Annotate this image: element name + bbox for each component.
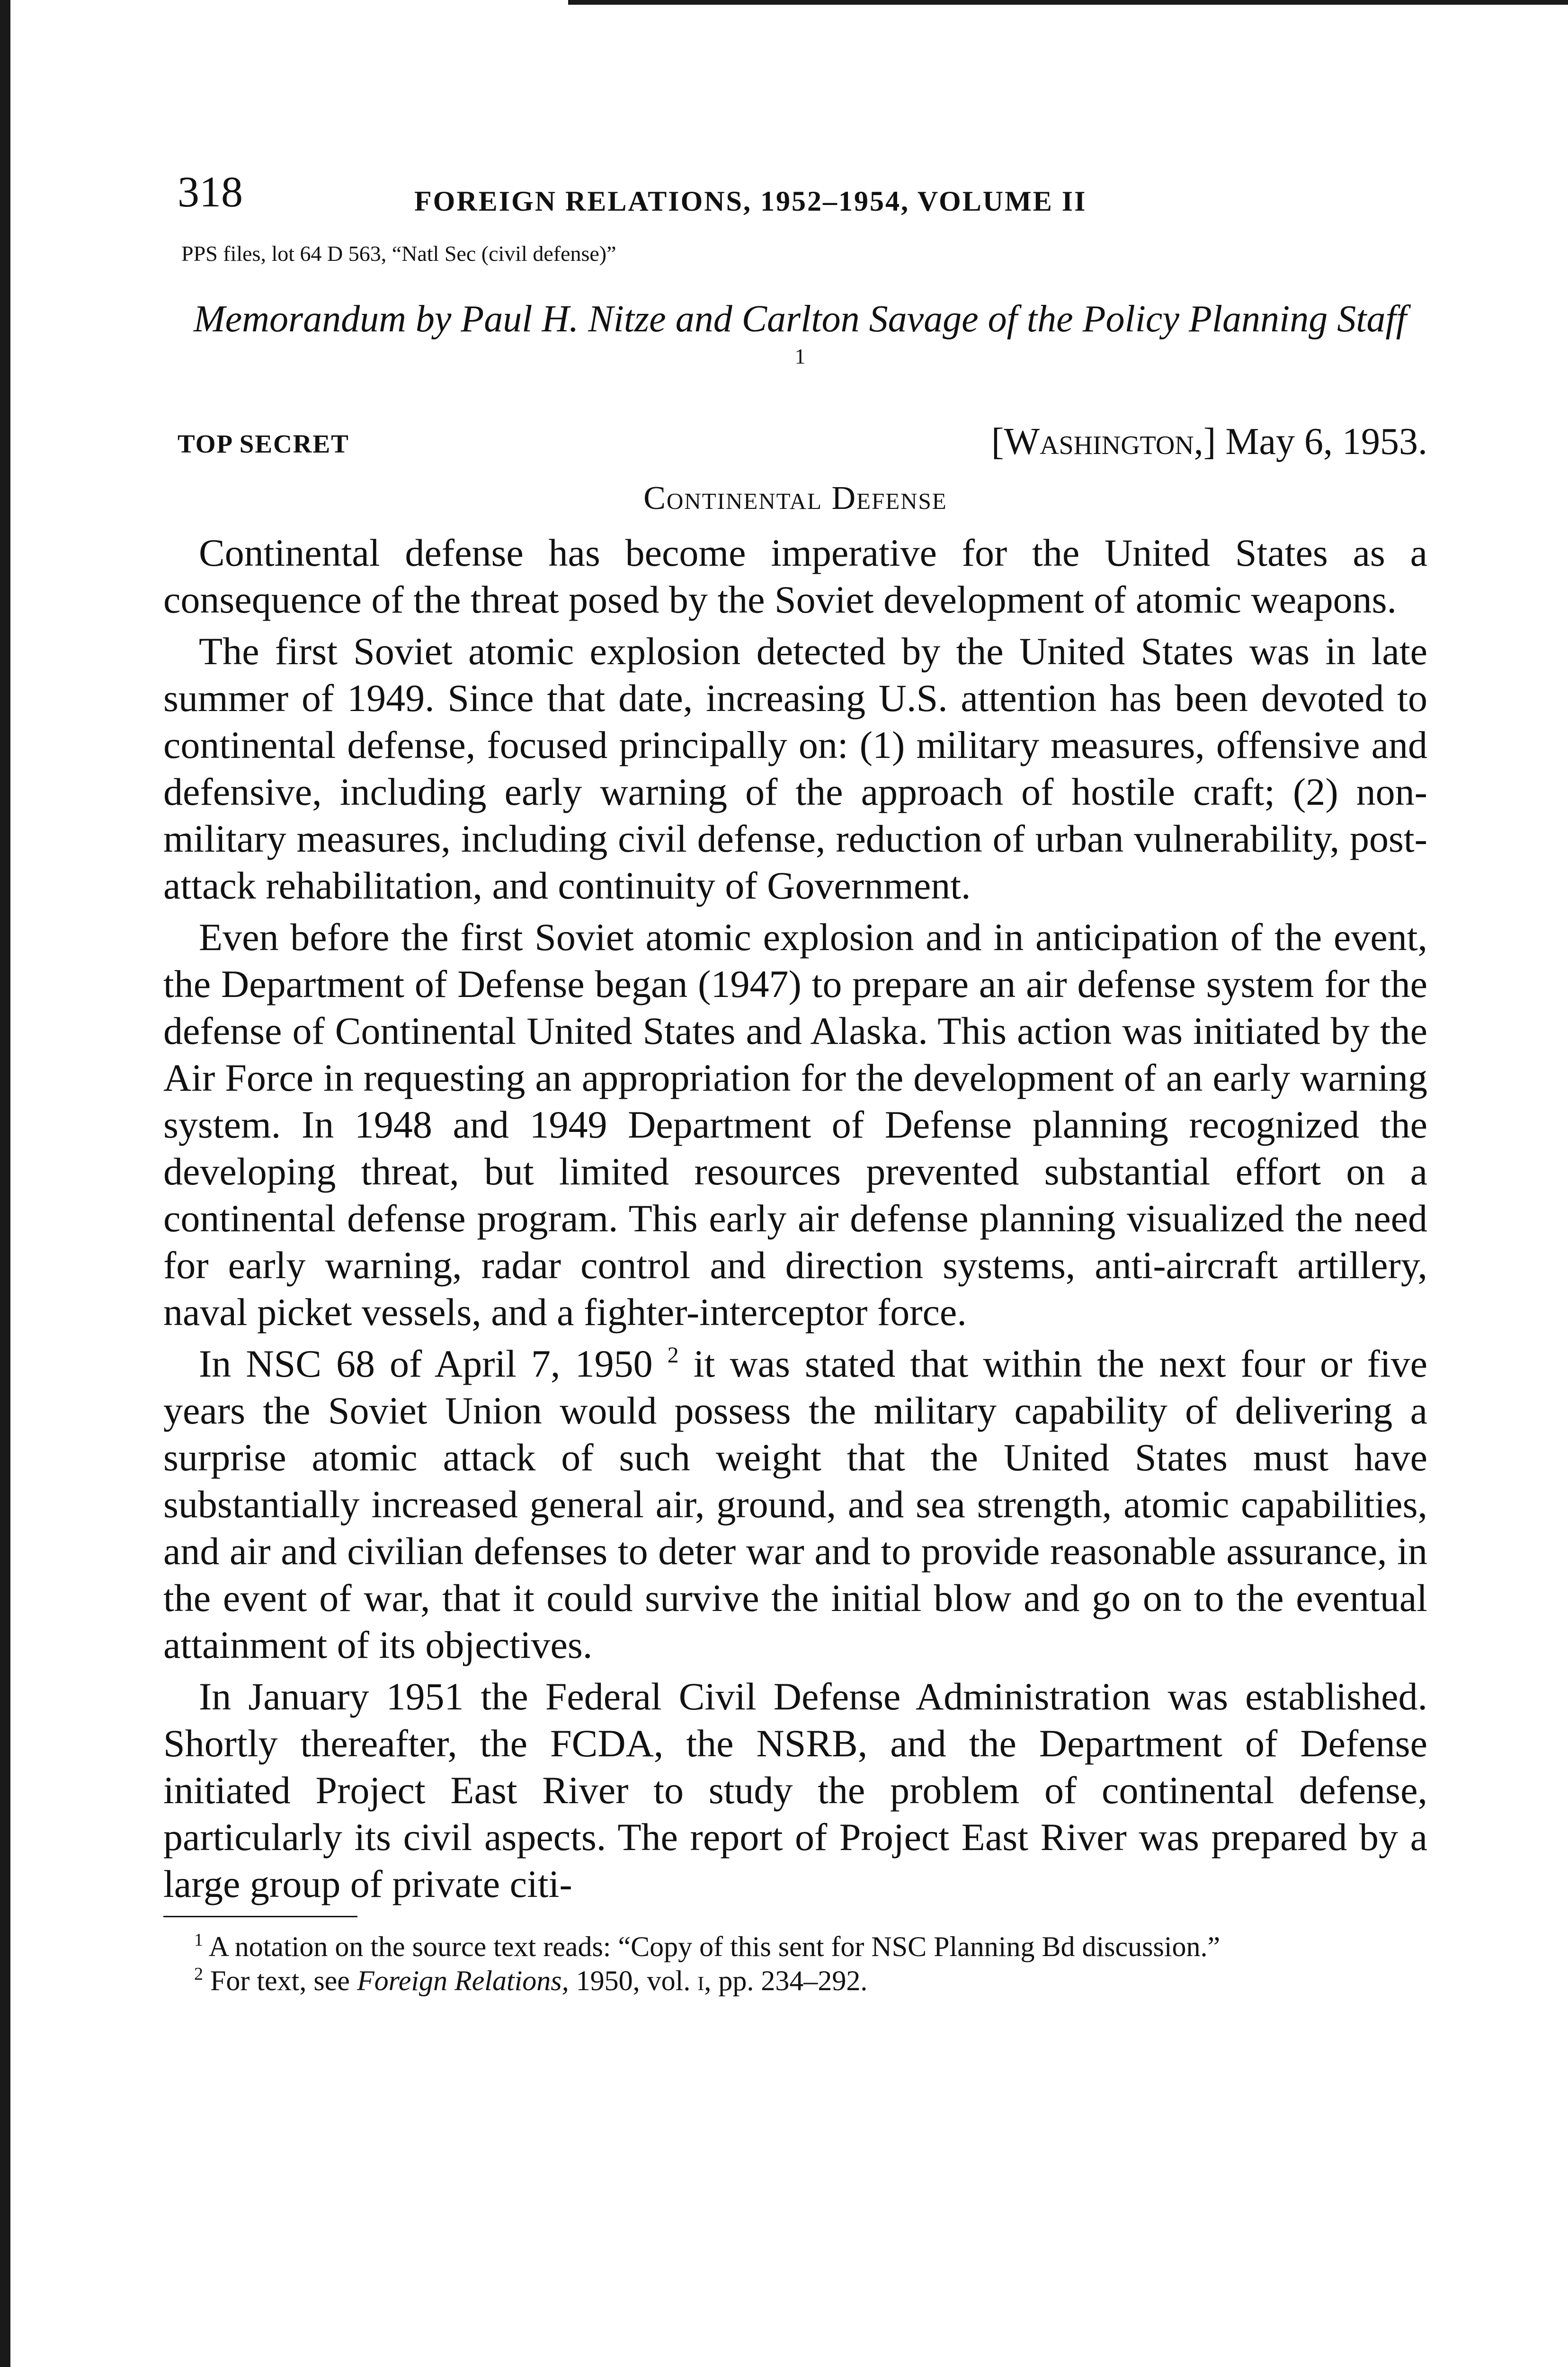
footnote-2-title: Foreign Relations, xyxy=(356,1965,569,1996)
place-close-bracket: ,] xyxy=(1194,421,1216,463)
place-date xyxy=(991,420,1427,463)
footnote-2 xyxy=(163,1964,1427,1998)
footnote-1 xyxy=(163,1930,1427,1964)
scan-left-edge xyxy=(0,0,10,2367)
scan-top-edge xyxy=(568,0,1568,5)
footnote-2-volume: i xyxy=(697,1965,704,1996)
paragraph-5: In January 1951 the Federal Civil Defense Administration was established. Shortly thereafter, the FCDA, the NSRB, and the Department of Defense initiated Project East River to study the problem of continental defense, particularly its civil aspects. The report of Project East River was prepared by a large group of private citi- xyxy=(163,1675,1427,1905)
footnote-1-marker: 1 xyxy=(194,1930,203,1950)
section-title: Continental Defense xyxy=(643,480,947,516)
document-title xyxy=(163,296,1427,387)
footnote-divider xyxy=(163,1916,357,1917)
paragraph-1: Continental defense has become imperative for the United States as a consequence of the threat posed by the Soviet development of atomic weapons. xyxy=(163,531,1427,621)
footnote-2-marker: 2 xyxy=(194,1964,203,1984)
footnotes xyxy=(163,1930,1427,1998)
document-meta xyxy=(163,420,1427,472)
place-open-bracket: [ xyxy=(991,421,1004,463)
paragraph-2: The first Soviet atomic explosion detected by the United States was in late summer of 1949. Since that date, increasing U.S. attention has been devoted to continental defense, focused principally on: (1) military measures, offensive and defensive, including early warning of the approach of hostile craft; (2) non-military measures, including civil defense, reduction of urban vulnerability, post-attack rehabilitation, and continuity of Government. xyxy=(163,630,1427,907)
body-text xyxy=(163,529,1427,1907)
paragraph-4-start: In NSC 68 of April 7, 1950 xyxy=(199,1342,668,1385)
footnote-2-end: , pp. 234–292. xyxy=(704,1965,868,1996)
footnote-marker-1: 1 xyxy=(794,344,806,368)
footnote-1-text: A notation on the source text reads: “Copy of this sent for NSC Planning Bd discussion.” xyxy=(203,1931,1221,1962)
place-name: Washington xyxy=(1004,421,1194,463)
document-page xyxy=(163,161,1427,1998)
page-number: 318 xyxy=(178,168,243,216)
document-title-text: Memorandum by Paul H. Nitze and Carlton Savage of the Policy Planning Staff xyxy=(194,298,1407,340)
source-note: PPS files, lot 64 D 563, “Natl Sec (civil defense)” xyxy=(181,241,616,266)
classification-label: TOP SECRET xyxy=(178,429,349,458)
page-header xyxy=(163,161,1427,237)
footnote-marker-2: 2 xyxy=(667,1343,679,1368)
footnote-2-before: For text, see xyxy=(203,1965,357,1996)
paragraph-3: Even before the first Soviet atomic explosion and in anticipation of the event, the Department of Defense began (1947) to prepare an air defense system for the defense of Continental United States and Alaska. This action was initiated by the Air Force in requesting an appropriation for the development of an early warning system. In 1948 and 1949 Department of Defense planning recognized the developing threat, but limited resources prevented substantial effort on a continental defense program. This early air defense planning visualized the need for early warning, radar control and direction systems, anti-aircraft artillery, naval picket vessels, and a fighter-interceptor force. xyxy=(163,916,1427,1334)
running-head: FOREIGN RELATIONS, 1952–1954, VOLUME II xyxy=(414,186,1087,217)
paragraph-4-end: it was stated that within the next four or five years the Soviet Union would possess the military capability of delivering a surprise atomic attack of such weight that the United States must have substantially increased general air, ground, and sea strength, atomic capabilities, and air and civilian defenses to deter war and to provide reasonable assurance, in the event of war, that it could survive the initial blow and go on to the eventual attainment of its objectives. xyxy=(163,1342,1427,1666)
document-date: May 6, 1953. xyxy=(1225,421,1427,463)
footnote-2-after: 1950, vol. xyxy=(569,1965,698,1996)
paragraph-4 xyxy=(163,1340,1427,1668)
